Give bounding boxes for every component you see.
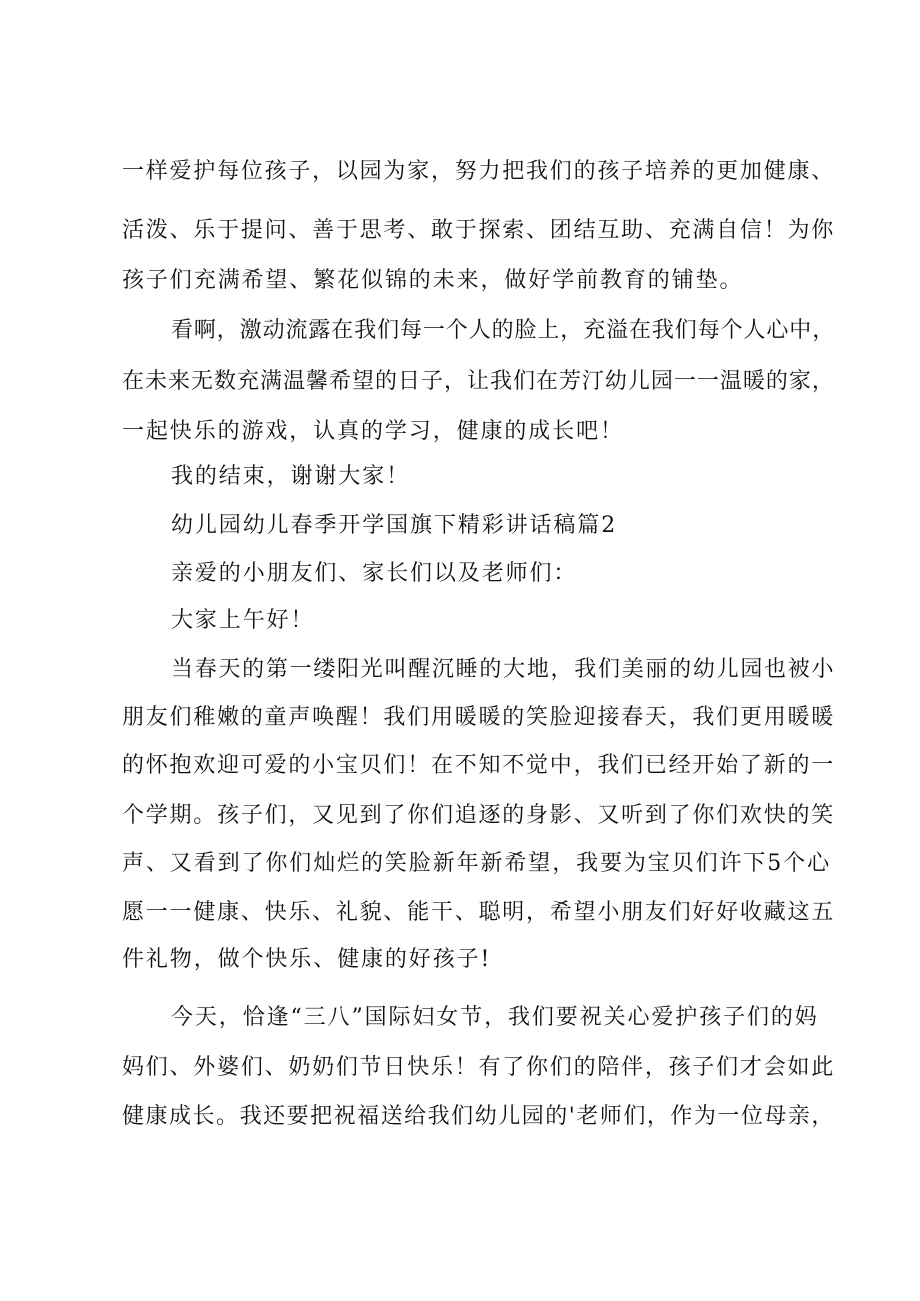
text-line: 健康成长。我还要把祝福送给我们幼儿园的'老师们，作为一位母亲， — [122, 1104, 835, 1129]
text-line: 今天，恰逢“三八”国际妇女节，我们要祝关心爱护孩子们的妈 — [171, 1005, 819, 1030]
text-line: 一样爱护每位孩子，以园为家，努力把我们的孩子培养的更加健康、 — [122, 159, 836, 184]
text-line: 在未来无数充满温馨希望的日子，让我们在芳汀幼儿园一一温暖的家， — [122, 369, 835, 394]
greeting: 大家上午好！ — [171, 608, 315, 633]
text-line: 孩子们充满希望、繁花似锦的未来，做好学前教育的铺垫。 — [122, 268, 744, 293]
text-line: 个学期。孩子们，又见到了你们追逐的身影、又听到了你们欢快的笑 — [122, 803, 836, 828]
text-line: 一起快乐的游戏，认真的学习，健康的成长吧！ — [122, 419, 624, 444]
salutation: 亲爱的小朋友们、家长们以及老师们： — [171, 561, 578, 586]
text-line: 朋友们稚嫩的童声唤醒！我们用暖暖的笑脸迎接春天，我们更用暖暖 — [122, 705, 836, 730]
text-line: 声、又看到了你们灿烂的笑脸新年新希望，我要为宝贝们许下5个心 — [122, 851, 831, 876]
section-heading: 幼儿园幼儿春季开学国旗下精彩讲话稿篇2 — [171, 513, 618, 538]
text-line: 当春天的第一缕阳光叫醒沉睡的大地，我们美丽的幼儿园也被小 — [171, 657, 836, 682]
text-line: 的怀抱欢迎可爱的小宝贝们！在不知不觉中，我们已经开始了新的一 — [122, 753, 836, 778]
text-line: 妈们、外婆们、奶奶们节日快乐！有了你们的陪伴，孩子们才会如此 — [122, 1055, 836, 1080]
text-line: 活泼、乐于提问、善于思考、敢于探索、团结互助、充满自信！为你 — [122, 218, 836, 243]
text-line: 我的结束，谢谢大家！ — [171, 464, 411, 489]
text-line: 看啊，激动流露在我们每一个人的脸上，充溢在我们每个人心中， — [171, 318, 836, 343]
text-line: 件礼物，做个快乐、健康的好孩子! — [122, 947, 492, 972]
text-line: 愿一一健康、快乐、礼貌、能干、聪明，希望小朋友们好好收藏这五 — [122, 900, 836, 925]
